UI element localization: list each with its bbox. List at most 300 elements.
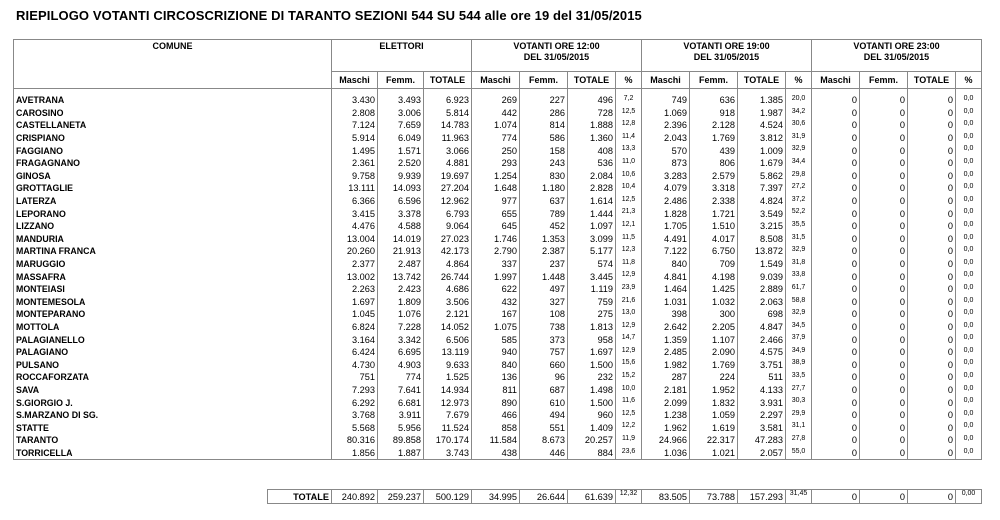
value-cell: 1.107 <box>690 333 738 346</box>
value-cell: 4.524 <box>738 119 786 132</box>
value-cell: 3.931 <box>738 396 786 409</box>
value-cell: 2.263 <box>332 283 378 296</box>
value-cell: 2.396 <box>642 119 690 132</box>
value-cell: 1.614 <box>568 195 616 208</box>
value-cell: 1.987 <box>738 107 786 120</box>
value-cell: 1.982 <box>642 358 690 371</box>
value-cell: 1.648 <box>472 182 520 195</box>
value-cell: 1.444 <box>568 207 616 220</box>
value-cell: 2.466 <box>738 333 786 346</box>
value-cell: 2.423 <box>378 283 424 296</box>
value-cell: 3.751 <box>738 358 786 371</box>
value-cell: 2.128 <box>690 119 738 132</box>
pct-cell: 12,5 <box>616 195 642 208</box>
value-cell: 1.510 <box>690 220 738 233</box>
pct-cell: 0,0 <box>956 195 982 208</box>
value-cell: 2.043 <box>642 132 690 145</box>
value-cell: 0 <box>812 144 860 157</box>
value-cell: 960 <box>568 409 616 422</box>
total-value-cell: 26.644 <box>520 490 568 504</box>
pct-cell: 32,9 <box>786 245 812 258</box>
value-cell: 96 <box>520 371 568 384</box>
pct-cell: 12,9 <box>616 346 642 359</box>
value-cell: 1.059 <box>690 409 738 422</box>
value-cell: 0 <box>908 434 956 447</box>
value-cell: 3.066 <box>424 144 472 157</box>
value-cell: 1.009 <box>738 144 786 157</box>
table-row <box>14 384 982 397</box>
value-cell: 2.520 <box>378 157 424 170</box>
value-cell: 3.911 <box>378 409 424 422</box>
value-cell: 0 <box>860 144 908 157</box>
pct-cell: 38,9 <box>786 358 812 371</box>
value-cell: 80.316 <box>332 434 378 447</box>
table-row <box>14 119 982 132</box>
value-cell: 2.808 <box>332 107 378 120</box>
col-header-totale: TOTALE <box>424 72 472 89</box>
value-cell: 1.549 <box>738 258 786 271</box>
value-cell: 7.122 <box>642 245 690 258</box>
value-cell: 4.903 <box>378 358 424 371</box>
comune-name: FAGGIANO <box>14 144 332 157</box>
value-cell: 0 <box>908 270 956 283</box>
value-cell: 12.962 <box>424 195 472 208</box>
table-row <box>14 421 982 434</box>
pct-cell: 12,5 <box>616 107 642 120</box>
table-row <box>14 346 982 359</box>
pct-cell: 27,2 <box>786 182 812 195</box>
value-cell: 0 <box>860 195 908 208</box>
total-value-cell: 73.788 <box>690 490 738 504</box>
value-cell: 0 <box>812 283 860 296</box>
value-cell: 0 <box>860 207 908 220</box>
value-cell: 1.385 <box>738 94 786 107</box>
pct-cell: 7,2 <box>616 94 642 107</box>
comune-name: SAVA <box>14 384 332 397</box>
value-cell: 574 <box>568 258 616 271</box>
pct-cell: 32,9 <box>786 144 812 157</box>
value-cell: 1.769 <box>690 358 738 371</box>
value-cell: 1.571 <box>378 144 424 157</box>
value-cell: 373 <box>520 333 568 346</box>
value-cell: 1.525 <box>424 371 472 384</box>
value-cell: 167 <box>472 308 520 321</box>
pct-cell: 11,5 <box>616 233 642 246</box>
col-header-pct: % <box>956 72 982 89</box>
value-cell: 14.783 <box>424 119 472 132</box>
pct-cell: 0,0 <box>956 434 982 447</box>
value-cell: 432 <box>472 296 520 309</box>
value-cell: 7.641 <box>378 384 424 397</box>
value-cell: 789 <box>520 207 568 220</box>
value-cell: 3.743 <box>424 447 472 460</box>
value-cell: 2.361 <box>332 157 378 170</box>
value-cell: 5.814 <box>424 107 472 120</box>
table-row <box>14 220 982 233</box>
value-cell: 5.177 <box>568 245 616 258</box>
value-cell: 1.813 <box>568 321 616 334</box>
value-cell: 6.750 <box>690 245 738 258</box>
value-cell: 0 <box>860 170 908 183</box>
value-cell: 13.111 <box>332 182 378 195</box>
value-cell: 728 <box>568 107 616 120</box>
table-row <box>14 107 982 120</box>
pct-cell: 0,0 <box>956 207 982 220</box>
value-cell: 243 <box>520 157 568 170</box>
pct-cell: 0,0 <box>956 447 982 460</box>
value-cell: 940 <box>472 346 520 359</box>
pct-cell: 10,6 <box>616 170 642 183</box>
pct-cell: 21,3 <box>616 207 642 220</box>
value-cell: 5.568 <box>332 421 378 434</box>
value-cell: 158 <box>520 144 568 157</box>
value-cell: 0 <box>812 220 860 233</box>
value-cell: 13.002 <box>332 270 378 283</box>
value-cell: 0 <box>812 182 860 195</box>
value-cell: 13.872 <box>738 245 786 258</box>
value-cell: 3.768 <box>332 409 378 422</box>
value-cell: 751 <box>332 371 378 384</box>
value-cell: 655 <box>472 207 520 220</box>
value-cell: 645 <box>472 220 520 233</box>
value-cell: 6.424 <box>332 346 378 359</box>
totals-table <box>267 489 982 504</box>
pct-cell: 0,0 <box>956 321 982 334</box>
value-cell: 7.228 <box>378 321 424 334</box>
value-cell: 4.881 <box>424 157 472 170</box>
pct-cell: 31,1 <box>786 421 812 434</box>
value-cell: 1.032 <box>690 296 738 309</box>
table-row <box>14 144 982 157</box>
value-cell: 0 <box>812 321 860 334</box>
value-cell: 0 <box>812 333 860 346</box>
total-pct-cell: 0,00 <box>956 490 982 504</box>
value-cell: 1.254 <box>472 170 520 183</box>
table-row <box>14 207 982 220</box>
comune-name: MARUGGIO <box>14 258 332 271</box>
value-cell: 551 <box>520 421 568 434</box>
value-cell: 4.847 <box>738 321 786 334</box>
value-cell: 14.093 <box>378 182 424 195</box>
value-cell: 3.506 <box>424 296 472 309</box>
pct-cell: 0,0 <box>956 107 982 120</box>
value-cell: 0 <box>908 308 956 321</box>
value-cell: 1.409 <box>568 421 616 434</box>
value-cell: 2.084 <box>568 170 616 183</box>
col-header-femm: Femm. <box>860 72 908 89</box>
value-cell: 7.124 <box>332 119 378 132</box>
pct-cell: 33,5 <box>786 371 812 384</box>
value-cell: 2.121 <box>424 308 472 321</box>
value-cell: 1.069 <box>642 107 690 120</box>
value-cell: 1.705 <box>642 220 690 233</box>
value-cell: 0 <box>908 409 956 422</box>
value-cell: 4.133 <box>738 384 786 397</box>
value-cell: 2.377 <box>332 258 378 271</box>
value-cell: 1.769 <box>690 132 738 145</box>
value-cell: 709 <box>690 258 738 271</box>
value-cell: 8.508 <box>738 233 786 246</box>
value-cell: 1.021 <box>690 447 738 460</box>
pct-cell: 0,0 <box>956 119 982 132</box>
table-row <box>14 182 982 195</box>
pct-cell: 32,9 <box>786 308 812 321</box>
value-cell: 337 <box>472 258 520 271</box>
pct-cell: 34,5 <box>786 321 812 334</box>
value-cell: 0 <box>860 182 908 195</box>
value-cell: 0 <box>908 220 956 233</box>
value-cell: 1.036 <box>642 447 690 460</box>
pct-cell: 0,0 <box>956 409 982 422</box>
value-cell: 873 <box>642 157 690 170</box>
comune-name: TARANTO <box>14 434 332 447</box>
table-row <box>14 447 982 460</box>
pct-cell: 37,2 <box>786 195 812 208</box>
table-row <box>14 245 982 258</box>
value-cell: 0 <box>860 434 908 447</box>
value-cell: 1.832 <box>690 396 738 409</box>
value-cell: 1.828 <box>642 207 690 220</box>
value-cell: 327 <box>520 296 568 309</box>
comune-name: S.MARZANO DI SG. <box>14 409 332 422</box>
pct-cell: 0,0 <box>956 283 982 296</box>
value-cell: 2.338 <box>690 195 738 208</box>
pct-cell: 12,1 <box>616 220 642 233</box>
pct-cell: 34,2 <box>786 107 812 120</box>
value-cell: 14.052 <box>424 321 472 334</box>
table-row <box>14 333 982 346</box>
value-cell: 0 <box>860 409 908 422</box>
total-value-cell: 259.237 <box>378 490 424 504</box>
value-cell: 1.962 <box>642 421 690 434</box>
pct-cell: 31,5 <box>786 233 812 246</box>
value-cell: 136 <box>472 371 520 384</box>
pct-cell: 0,0 <box>956 270 982 283</box>
value-cell: 1.856 <box>332 447 378 460</box>
table-row <box>14 233 982 246</box>
value-cell: 6.681 <box>378 396 424 409</box>
total-value-cell: 0 <box>812 490 860 504</box>
comune-name: CAROSINO <box>14 107 332 120</box>
pct-cell: 30,3 <box>786 396 812 409</box>
value-cell: 0 <box>812 296 860 309</box>
pct-cell: 12,5 <box>616 409 642 422</box>
value-cell: 496 <box>568 94 616 107</box>
value-cell: 0 <box>812 132 860 145</box>
value-cell: 0 <box>860 308 908 321</box>
value-cell: 0 <box>908 283 956 296</box>
value-cell: 1.721 <box>690 207 738 220</box>
pct-cell: 10,0 <box>616 384 642 397</box>
value-cell: 0 <box>812 233 860 246</box>
pct-cell: 0,0 <box>956 132 982 145</box>
value-cell: 0 <box>908 144 956 157</box>
group-title: VOTANTI ORE 12:00 <box>513 41 600 51</box>
value-cell: 227 <box>520 94 568 107</box>
value-cell: 7.679 <box>424 409 472 422</box>
total-pct-cell: 12,32 <box>616 490 642 504</box>
value-cell: 1.119 <box>568 283 616 296</box>
value-cell: 1.697 <box>568 346 616 359</box>
value-cell: 0 <box>908 346 956 359</box>
value-cell: 811 <box>472 384 520 397</box>
table-row <box>14 308 982 321</box>
value-cell: 0 <box>860 283 908 296</box>
value-cell: 2.099 <box>642 396 690 409</box>
value-cell: 4.476 <box>332 220 378 233</box>
value-cell: 637 <box>520 195 568 208</box>
comune-name: PULSANO <box>14 358 332 371</box>
comune-name: MONTEIASI <box>14 283 332 296</box>
value-cell: 6.049 <box>378 132 424 145</box>
value-cell: 22.317 <box>690 434 738 447</box>
value-cell: 958 <box>568 333 616 346</box>
value-cell: 4.575 <box>738 346 786 359</box>
pct-cell: 31,8 <box>786 258 812 271</box>
pct-cell: 29,8 <box>786 170 812 183</box>
value-cell: 0 <box>812 384 860 397</box>
value-cell: 622 <box>472 283 520 296</box>
value-cell: 0 <box>860 220 908 233</box>
table-row <box>14 409 982 422</box>
value-cell: 2.579 <box>690 170 738 183</box>
col-header-maschi: Maschi <box>472 72 520 89</box>
value-cell: 884 <box>568 447 616 460</box>
value-cell: 0 <box>860 270 908 283</box>
comune-name: TORRICELLA <box>14 447 332 460</box>
comune-name: S.GIORGIO J. <box>14 396 332 409</box>
pct-cell: 0,0 <box>956 421 982 434</box>
value-cell: 0 <box>860 157 908 170</box>
value-cell: 610 <box>520 396 568 409</box>
group-title: ELETTORI <box>379 41 424 51</box>
value-cell: 27.023 <box>424 233 472 246</box>
value-cell: 4.841 <box>642 270 690 283</box>
value-cell: 0 <box>860 119 908 132</box>
col-header-maschi: Maschi <box>642 72 690 89</box>
pct-cell: 27,7 <box>786 384 812 397</box>
value-cell: 452 <box>520 220 568 233</box>
table-body <box>14 94 982 460</box>
value-cell: 3.318 <box>690 182 738 195</box>
pct-cell: 14,7 <box>616 333 642 346</box>
pct-cell: 0,0 <box>956 157 982 170</box>
value-cell: 0 <box>908 396 956 409</box>
pct-cell: 30,6 <box>786 119 812 132</box>
elettori-header <box>332 40 472 72</box>
value-cell: 759 <box>568 296 616 309</box>
value-cell: 660 <box>520 358 568 371</box>
value-cell: 3.006 <box>378 107 424 120</box>
pct-cell: 0,0 <box>956 358 982 371</box>
value-cell: 4.686 <box>424 283 472 296</box>
value-cell: 466 <box>472 409 520 422</box>
value-cell: 3.342 <box>378 333 424 346</box>
value-cell: 6.824 <box>332 321 378 334</box>
value-cell: 6.695 <box>378 346 424 359</box>
votanti-19-header <box>642 40 812 72</box>
value-cell: 1.045 <box>332 308 378 321</box>
value-cell: 1.500 <box>568 396 616 409</box>
value-cell: 3.812 <box>738 132 786 145</box>
value-cell: 0 <box>860 396 908 409</box>
table-row <box>14 434 982 447</box>
value-cell: 1.180 <box>520 182 568 195</box>
pct-cell: 0,0 <box>956 94 982 107</box>
value-cell: 2.828 <box>568 182 616 195</box>
value-cell: 11.963 <box>424 132 472 145</box>
comune-name: MARTINA FRANCA <box>14 245 332 258</box>
value-cell: 4.491 <box>642 233 690 246</box>
value-cell: 0 <box>860 132 908 145</box>
total-value-cell: 0 <box>908 490 956 504</box>
comune-name: ROCCAFORZATA <box>14 371 332 384</box>
value-cell: 1.500 <box>568 358 616 371</box>
value-cell: 0 <box>908 195 956 208</box>
value-cell: 9.064 <box>424 220 472 233</box>
value-cell: 806 <box>690 157 738 170</box>
comune-name: MONTEMESOLA <box>14 296 332 309</box>
value-cell: 1.997 <box>472 270 520 283</box>
value-cell: 0 <box>908 447 956 460</box>
pct-cell: 55,0 <box>786 447 812 460</box>
value-cell: 269 <box>472 94 520 107</box>
value-cell: 89.858 <box>378 434 424 447</box>
value-cell: 0 <box>908 132 956 145</box>
value-cell: 586 <box>520 132 568 145</box>
value-cell: 7.397 <box>738 182 786 195</box>
value-cell: 0 <box>860 321 908 334</box>
col-header-femm: Femm. <box>378 72 424 89</box>
table-row <box>14 94 982 107</box>
report-title: RIEPILOGO VOTANTI CIRCOSCRIZIONE DI TARANTO SEZIONI 544 SU 544 alle ore 19 del 31/05/2015 <box>16 8 642 23</box>
value-cell: 1.238 <box>642 409 690 422</box>
value-cell: 232 <box>568 371 616 384</box>
value-cell: 6.596 <box>378 195 424 208</box>
value-cell: 536 <box>568 157 616 170</box>
comune-header: COMUNE <box>14 40 332 89</box>
value-cell: 0 <box>812 308 860 321</box>
totals-label: TOTALE <box>268 490 332 504</box>
pct-cell: 11,8 <box>616 258 642 271</box>
comune-name: PALAGIANELLO <box>14 333 332 346</box>
pct-cell: 12,8 <box>616 119 642 132</box>
value-cell: 1.359 <box>642 333 690 346</box>
comune-name: PALAGIANO <box>14 346 332 359</box>
comune-name: LIZZANO <box>14 220 332 233</box>
comune-name: AVETRANA <box>14 94 332 107</box>
total-value-cell: 157.293 <box>738 490 786 504</box>
pct-cell: 37,9 <box>786 333 812 346</box>
value-cell: 0 <box>908 296 956 309</box>
pct-cell: 15,6 <box>616 358 642 371</box>
value-cell: 237 <box>520 258 568 271</box>
turnout-table <box>13 39 982 460</box>
pct-cell: 0,0 <box>956 170 982 183</box>
pct-cell: 21,6 <box>616 296 642 309</box>
comune-name: GINOSA <box>14 170 332 183</box>
comune-name: FRAGAGNANO <box>14 157 332 170</box>
value-cell: 4.017 <box>690 233 738 246</box>
value-cell: 0 <box>860 346 908 359</box>
value-cell: 1.619 <box>690 421 738 434</box>
comune-name: LATERZA <box>14 195 332 208</box>
value-cell: 14.934 <box>424 384 472 397</box>
value-cell: 3.099 <box>568 233 616 246</box>
value-cell: 6.793 <box>424 207 472 220</box>
value-cell: 9.939 <box>378 170 424 183</box>
value-cell: 0 <box>812 94 860 107</box>
